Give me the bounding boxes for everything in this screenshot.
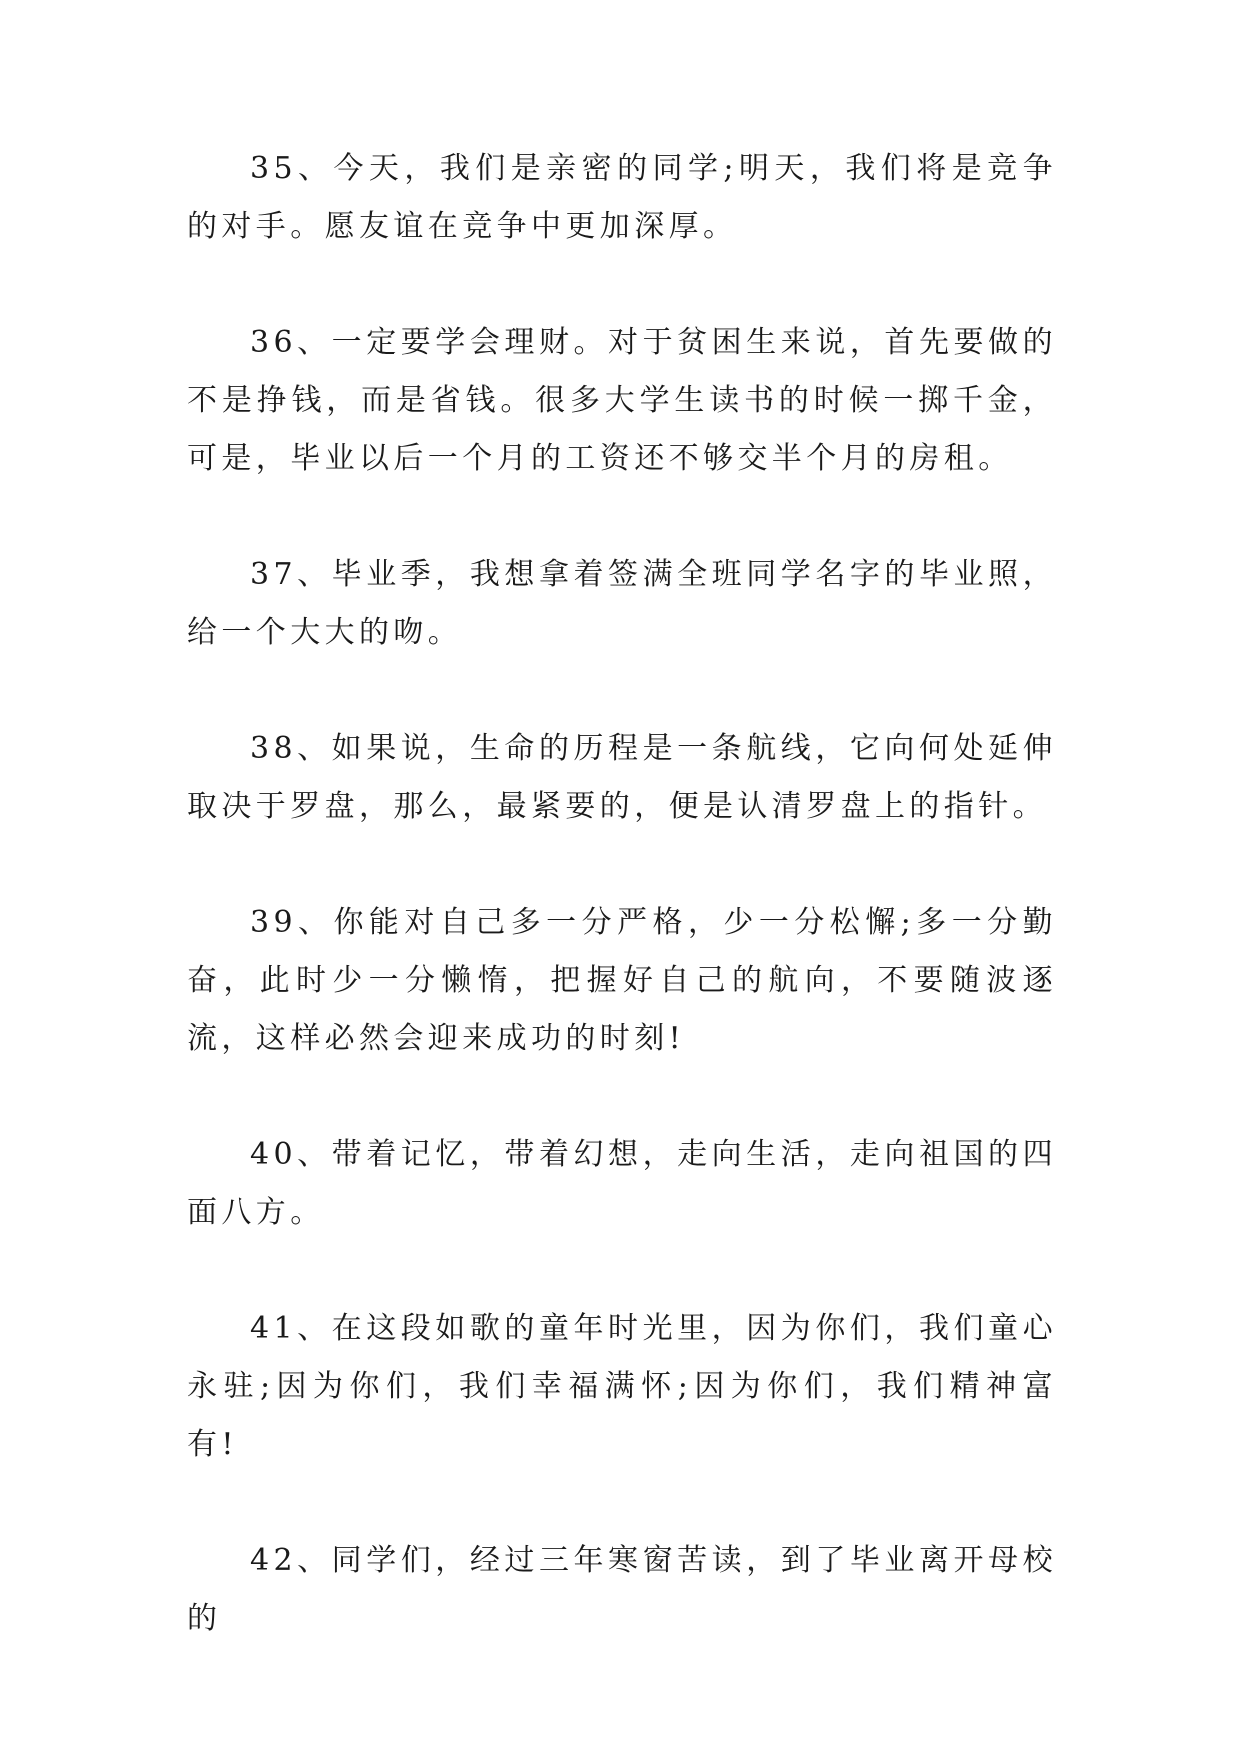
paragraph-41: 41、在这段如歌的童年时光里，因为你们，我们童心永驻;因为你们，我们幸福满怀;因为你们，我们精神富有! bbox=[187, 1311, 1057, 1462]
paragraph-36: 36、一定要学会理财。对于贫困生来说，首先要做的不是挣钱，而是省钱。很多大学生读书的时候一掷千金，可是，毕业以后一个月的工资还不够交半个月的房租。 bbox=[187, 325, 1057, 476]
paragraph-35: 35、今天，我们是亲密的同学;明天，我们将是竞争的对手。愿友谊在竞争中更加深厚。 bbox=[187, 151, 1057, 244]
paragraph-40: 40、带着记忆，带着幻想，走向生活，走向祖国的四面八方。 bbox=[187, 1137, 1057, 1230]
paragraph-37: 37、毕业季，我想拿着签满全班同学名字的毕业照，给一个大大的吻。 bbox=[187, 557, 1057, 650]
paragraph-38: 38、如果说，生命的历程是一条航线，它向何处延伸取决于罗盘，那么，最紧要的，便是认清罗盘上的指针。 bbox=[187, 731, 1057, 824]
document-body bbox=[187, 140, 1057, 1648]
paragraph-39: 39、你能对自己多一分严格，少一分松懈;多一分勤奋，此时少一分懒惰，把握好自己的航向，不要随波逐流，这样必然会迎来成功的时刻! bbox=[187, 905, 1057, 1056]
paragraph-42: 42、同学们，经过三年寒窗苦读，到了毕业离开母校的 bbox=[187, 1543, 1057, 1636]
